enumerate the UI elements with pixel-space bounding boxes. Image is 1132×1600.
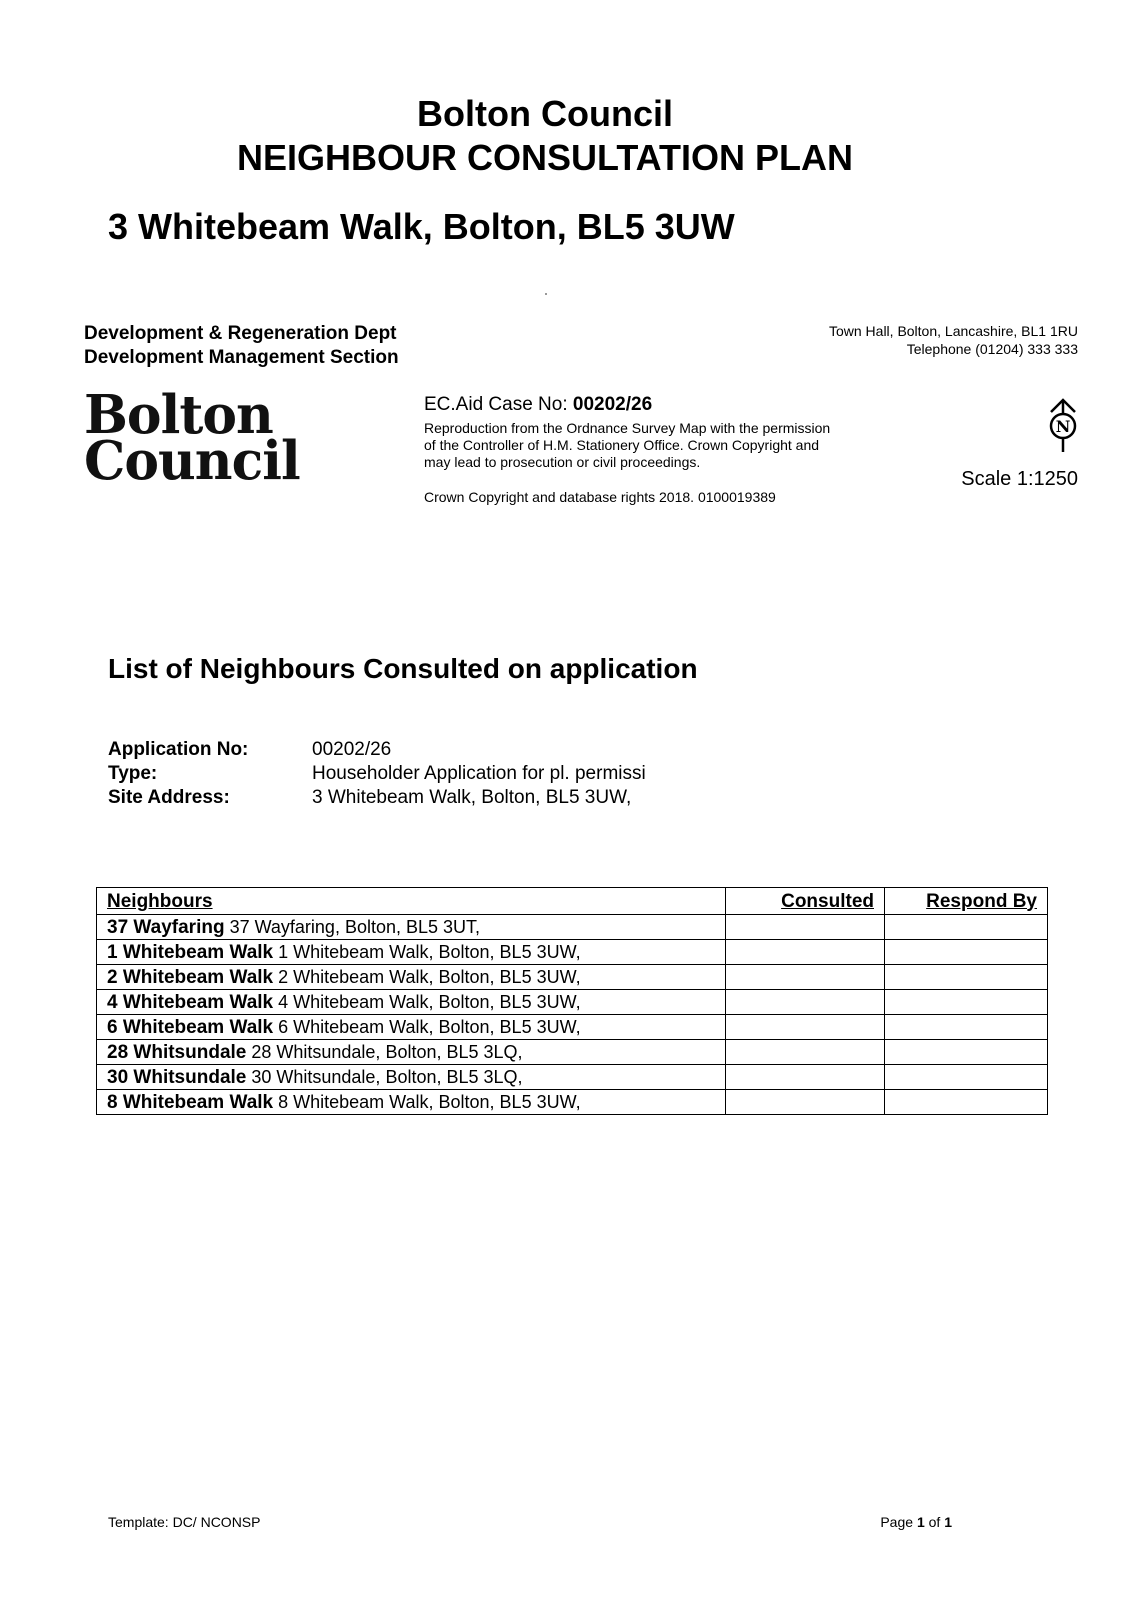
neighbour-cell <box>97 965 726 990</box>
header-neighbours: Neighbours <box>97 888 726 915</box>
page-mid: of <box>924 1514 945 1530</box>
page-total: 1 <box>944 1514 952 1530</box>
contact-address: Town Hall, Bolton, Lancashire, BL1 1RU <box>828 323 1078 339</box>
table-row <box>97 1040 1048 1065</box>
page-indicator <box>880 1514 952 1530</box>
case-number: 00202/26 <box>572 394 653 415</box>
neighbour-cell <box>97 990 726 1015</box>
table-row <box>97 965 1048 990</box>
type-row <box>108 762 646 786</box>
department-line-1: Development & Regeneration Dept <box>84 323 397 344</box>
neighbour-address: 30 Whitsundale, Bolton, BL5 3LQ, <box>246 1066 523 1087</box>
header-consulted: Consulted <box>726 888 885 915</box>
neighbour-address: 2 Whitebeam Walk, Bolton, BL5 3UW, <box>273 966 581 987</box>
respond-by-cell <box>885 915 1048 940</box>
north-arrow-icon <box>1045 398 1081 454</box>
neighbour-cell <box>97 1065 726 1090</box>
neighbour-address: 8 Whitebeam Walk, Bolton, BL5 3UW, <box>273 1091 581 1112</box>
respond-by-cell <box>885 990 1048 1015</box>
respond-by-cell <box>885 1090 1048 1115</box>
site-title: 3 Whitebeam Walk, Bolton, BL5 3UW <box>108 206 735 247</box>
contact-telephone: Telephone (01204) 333 333 <box>906 341 1078 357</box>
neighbours-table <box>96 887 1048 1115</box>
type-value: Householder Application for pl. permissi <box>312 763 646 784</box>
neighbours-list-title: List of Neighbours Consulted on application <box>108 653 698 684</box>
consulted-cell <box>726 915 885 940</box>
org-title: Bolton Council <box>417 93 673 134</box>
bolton-council-logo <box>84 384 304 492</box>
logo-line-2: Council <box>84 430 300 492</box>
neighbour-name: 37 Wayfaring <box>107 916 225 938</box>
document-title: NEIGHBOUR CONSULTATION PLAN <box>237 137 853 178</box>
neighbour-name: 30 Whitsundale <box>107 1066 247 1088</box>
department-line-2: Development Management Section <box>84 347 399 368</box>
consulted-cell <box>726 1065 885 1090</box>
consulted-cell <box>726 1040 885 1065</box>
department-block <box>84 322 399 370</box>
page-prefix: Page <box>880 1514 917 1530</box>
contact-block <box>829 322 1078 358</box>
consulted-cell <box>726 940 885 965</box>
neighbour-address: 1 Whitebeam Walk, Bolton, BL5 3UW, <box>273 941 581 962</box>
page-number: 1 <box>916 1514 925 1530</box>
respond-by-cell <box>885 940 1048 965</box>
consulted-cell <box>726 965 885 990</box>
consulted-cell <box>726 1015 885 1040</box>
table-row <box>97 1065 1048 1090</box>
neighbour-cell <box>97 1090 726 1115</box>
header-respond-by: Respond By <box>885 888 1048 915</box>
site-address-value: 3 Whitebeam Walk, Bolton, BL5 3UW, <box>312 787 632 808</box>
neighbour-name: 4 Whitebeam Walk <box>107 991 274 1013</box>
site-address-label: Site Address: <box>108 787 230 808</box>
case-label: EC.Aid Case No: <box>424 394 573 415</box>
neighbour-cell <box>97 1015 726 1040</box>
respond-by-cell <box>885 1015 1048 1040</box>
application-info <box>108 738 646 810</box>
type-label: Type: <box>108 763 158 784</box>
neighbour-cell <box>97 915 726 940</box>
neighbour-address: 4 Whitebeam Walk, Bolton, BL5 3UW, <box>273 991 581 1012</box>
reproduction-notice: Reproduction from the Ordnance Survey Map with the permission of the Controller of H.M. Stationery Office. Crown Copyright and may lead to prosecution or civil proceedings. <box>424 420 831 470</box>
neighbour-address: 6 Whitebeam Walk, Bolton, BL5 3UW, <box>273 1016 581 1037</box>
table-row <box>97 940 1048 965</box>
case-number-line <box>424 394 652 416</box>
neighbour-address: 37 Wayfaring, Bolton, BL5 3UT, <box>224 916 481 937</box>
map-scale: Scale 1:1250 <box>961 468 1078 490</box>
neighbour-name: 1 Whitebeam Walk <box>107 941 274 963</box>
consulted-cell <box>726 990 885 1015</box>
application-no-label: Application No: <box>108 739 249 760</box>
stray-dot <box>545 293 547 295</box>
neighbour-cell <box>97 1040 726 1065</box>
crown-copyright: Crown Copyright and database rights 2018. 0100019389 <box>424 489 776 505</box>
table-row <box>97 990 1048 1015</box>
neighbour-address: 28 Whitsundale, Bolton, BL5 3LQ, <box>246 1041 523 1062</box>
template-reference: Template: DC/ NCONSP <box>108 1514 261 1530</box>
application-no-row <box>108 738 646 762</box>
table-row <box>97 1090 1048 1115</box>
application-no-value: 00202/26 <box>312 739 392 760</box>
respond-by-cell <box>885 1065 1048 1090</box>
neighbour-name: 2 Whitebeam Walk <box>107 966 274 988</box>
table-row <box>97 1015 1048 1040</box>
site-address-row <box>108 786 646 810</box>
respond-by-cell <box>885 1040 1048 1065</box>
respond-by-cell <box>885 965 1048 990</box>
table-header-row <box>97 888 1048 915</box>
table-row <box>97 915 1048 940</box>
north-letter: N <box>1055 417 1071 436</box>
logo-line-1: Bolton <box>84 384 273 446</box>
neighbour-cell <box>97 940 726 965</box>
neighbour-name: 6 Whitebeam Walk <box>107 1016 274 1038</box>
neighbour-name: 8 Whitebeam Walk <box>107 1091 274 1113</box>
consulted-cell <box>726 1090 885 1115</box>
neighbour-name: 28 Whitsundale <box>107 1041 247 1063</box>
